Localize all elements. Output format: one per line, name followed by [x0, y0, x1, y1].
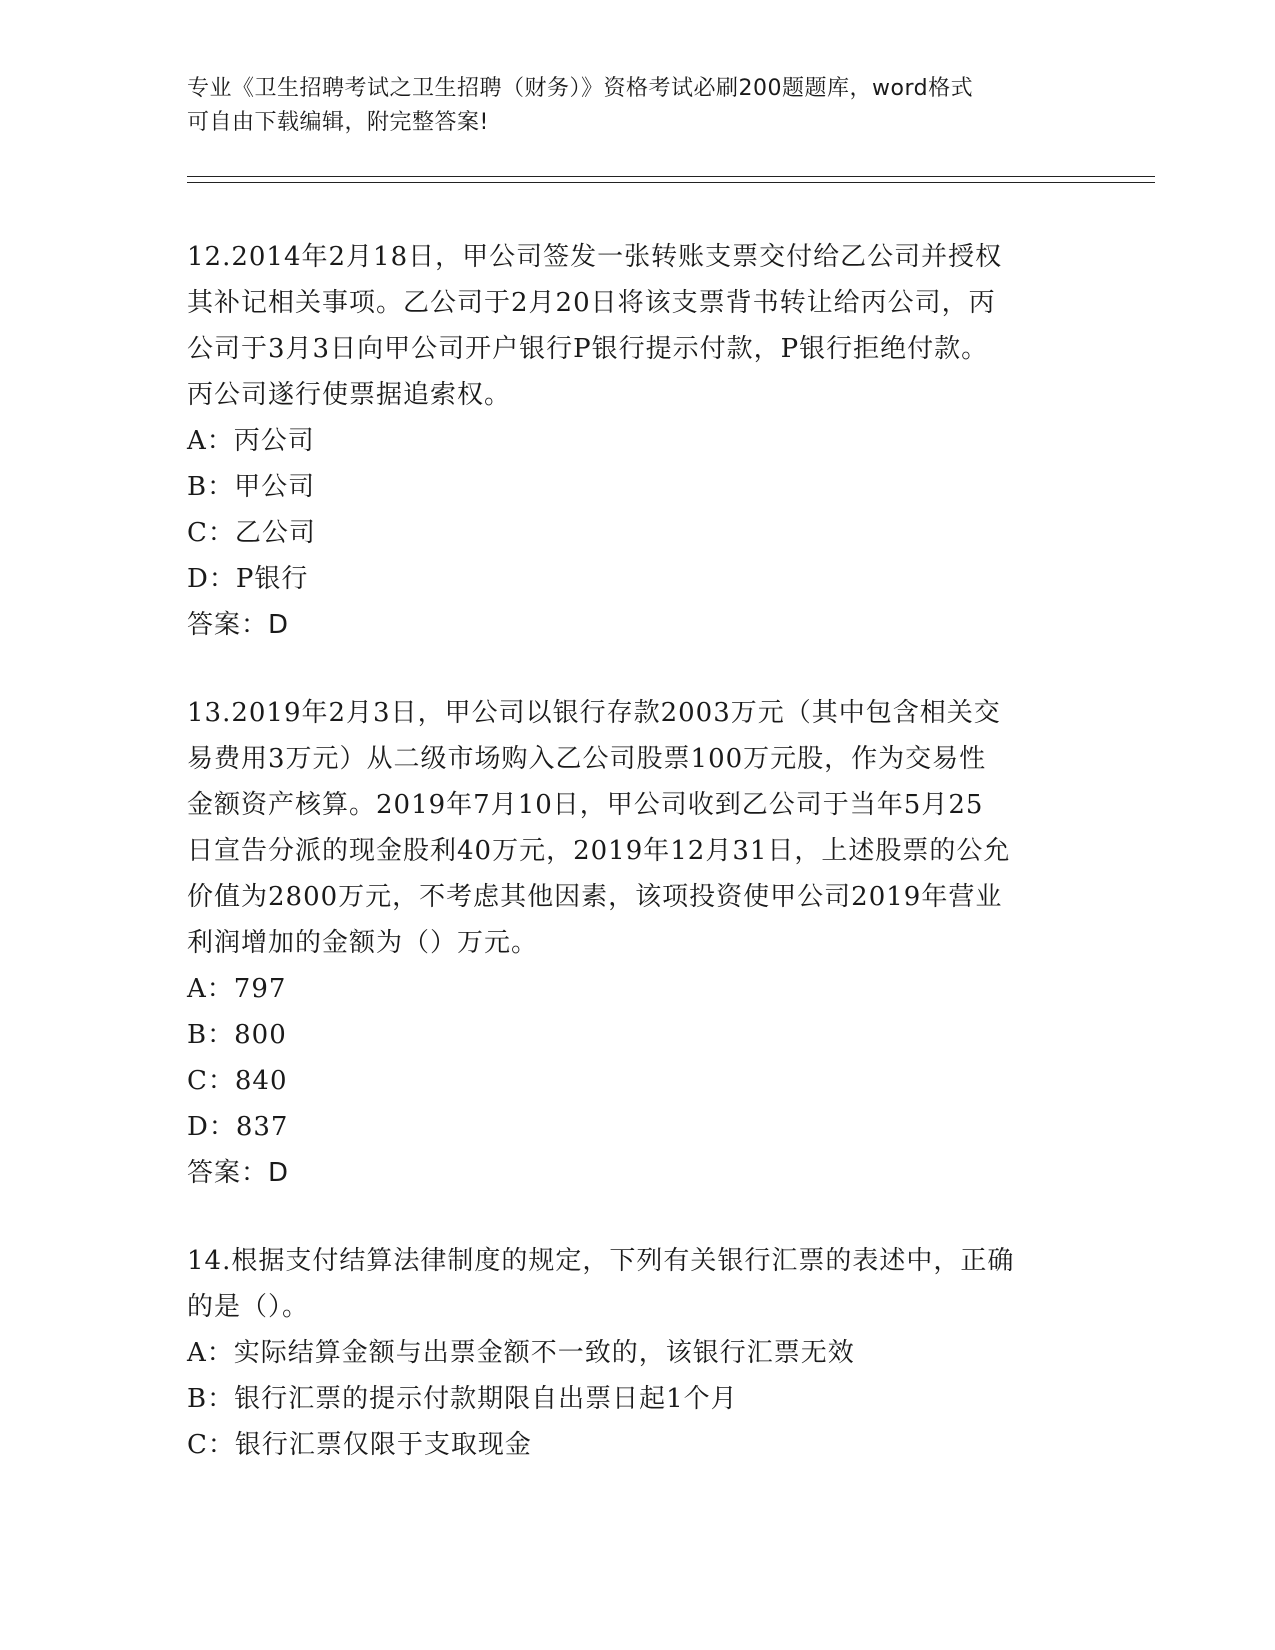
option-c: C：乙公司	[187, 518, 316, 548]
option-a: A：797	[187, 974, 287, 1004]
answer: 答案：D	[187, 610, 290, 640]
question-stem-line: 13.2019年2月3日，甲公司以银行存款2003万元（其中包含相关交	[187, 698, 1001, 728]
option-b: B：银行汇票的提示付款期限自出票日起1个月	[187, 1384, 738, 1414]
question-stem-line: 12.2014年2月18日，甲公司签发一张转账支票交付给乙公司并授权	[187, 242, 1003, 272]
question-stem-line: 公司于3月3日向甲公司开户银行P银行提示付款，P银行拒绝付款。	[187, 334, 989, 364]
option-c: C：银行汇票仅限于支取现金	[187, 1430, 532, 1460]
question-stem-line: 易费用3万元）从二级市场购入乙公司股票100万元股，作为交易性	[187, 744, 987, 774]
question-14	[187, 1238, 1087, 1468]
header-line-1: 专业《卫生招聘考试之卫生招聘（财务）》资格考试必刷200题题库，word格式	[187, 76, 974, 101]
option-c: C：840	[187, 1066, 288, 1096]
option-d: D：P银行	[187, 564, 309, 594]
question-stem-line: 价值为2800万元，不考虑其他因素，该项投资使甲公司2019年营业	[187, 882, 1003, 912]
question-stem-line: 丙公司遂行使票据追索权。	[187, 380, 512, 410]
question-stem-line: 利润增加的金额为（）万元。	[187, 928, 539, 958]
question-stem-line: 14.根据支付结算法律制度的规定，下列有关银行汇票的表述中，正确	[187, 1246, 1015, 1276]
header-divider-top	[187, 176, 1155, 177]
header-line-2: 可自由下载编辑，附完整答案!	[187, 110, 489, 135]
option-d: D：837	[187, 1112, 289, 1142]
option-b: B：800	[187, 1020, 287, 1050]
question-stem-line: 其补记相关事项。乙公司于2月20日将该支票背书转让给丙公司，丙	[187, 288, 996, 318]
option-b: B：甲公司	[187, 472, 316, 502]
answer: 答案：D	[187, 1158, 290, 1188]
question-stem-line: 日宣告分派的现金股利40万元，2019年12月31日，上述股票的公允	[187, 836, 1011, 866]
question-stem-line: 金额资产核算。2019年7月10日，甲公司收到乙公司于当年5月25	[187, 790, 984, 820]
question-stem-line: 的是（）。	[187, 1292, 310, 1322]
question-12	[187, 234, 1087, 648]
option-a: A：实际结算金额与出票金额不一致的，该银行汇票无效	[187, 1338, 855, 1368]
question-13	[187, 690, 1087, 1196]
document-header	[187, 72, 1067, 140]
option-a: A：丙公司	[187, 426, 315, 456]
header-divider-bottom	[187, 182, 1155, 183]
